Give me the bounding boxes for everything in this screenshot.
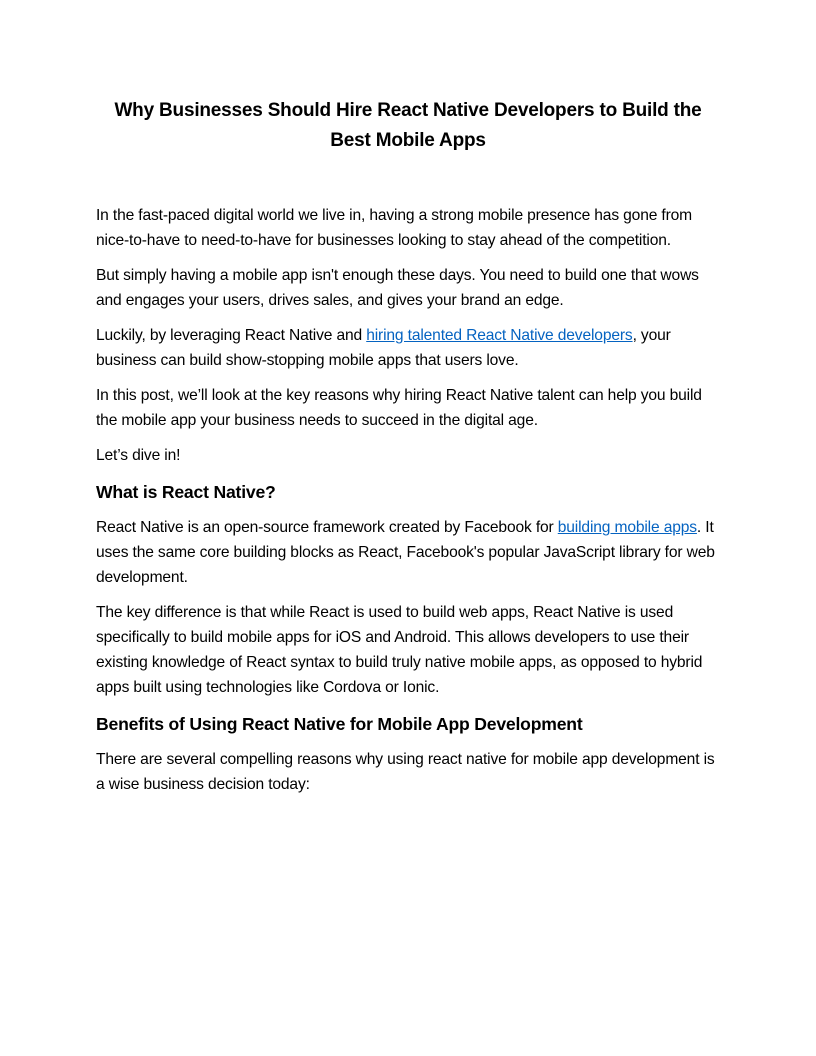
intro-paragraph-3 bbox=[96, 323, 720, 373]
intro-paragraph-4: In this post, we’ll look at the key reasons why hiring React Native talent can help you build the mobile app your business needs to succeed in the digital age. bbox=[96, 387, 702, 429]
document-content bbox=[96, 96, 720, 807]
intro-paragraph-3-text-before: Luckily, by leveraging React Native and bbox=[96, 327, 367, 344]
intro-paragraph-5: Let’s dive in! bbox=[96, 447, 181, 464]
intro-paragraph-3-text-after: , your business can build show-stopping mobile apps that users love. bbox=[96, 327, 671, 369]
section2-paragraph-1: There are several compelling reasons why using react native for mobile app development is a wise business decision today: bbox=[96, 751, 715, 793]
document-title: Why Businesses Should Hire React Native Developers to Build the Best Mobile Apps bbox=[114, 100, 702, 151]
section1-paragraph-1 bbox=[96, 515, 720, 590]
section-heading-benefits: Benefits of Using React Native for Mobile App Development bbox=[96, 714, 583, 734]
section1-paragraph-1-text-after: . It uses the same core building blocks as React, Facebook's popular JavaScript library for web development. bbox=[96, 519, 715, 586]
hiring-react-native-developers-link[interactable]: hiring talented React Native developers bbox=[366, 327, 633, 344]
intro-paragraph-2: But simply having a mobile app isn't enough these days. You need to build one that wows and engages your users, drives sales, and gives your brand an edge. bbox=[96, 267, 699, 309]
section1-paragraph-1-text-before: React Native is an open-source framework created by Facebook for bbox=[96, 519, 558, 536]
document-body bbox=[96, 203, 720, 797]
intro-paragraph-1: In the fast-paced digital world we live in, having a strong mobile presence has gone from nice-to-have to need-to-have for businesses looking to stay ahead of the competition. bbox=[96, 207, 693, 249]
section-heading-what-is-react-native: What is React Native? bbox=[96, 482, 276, 502]
section1-paragraph-2: The key difference is that while React is used to build web apps, React Native is used specifically to build mobile apps for iOS and Android. This allows developers to use their existing knowledge of React syntax to build truly native mobile apps, as opposed to hybrid apps built using technologies like Cordova or Ionic. bbox=[96, 604, 703, 696]
building-mobile-apps-link[interactable]: building mobile apps bbox=[557, 519, 697, 536]
